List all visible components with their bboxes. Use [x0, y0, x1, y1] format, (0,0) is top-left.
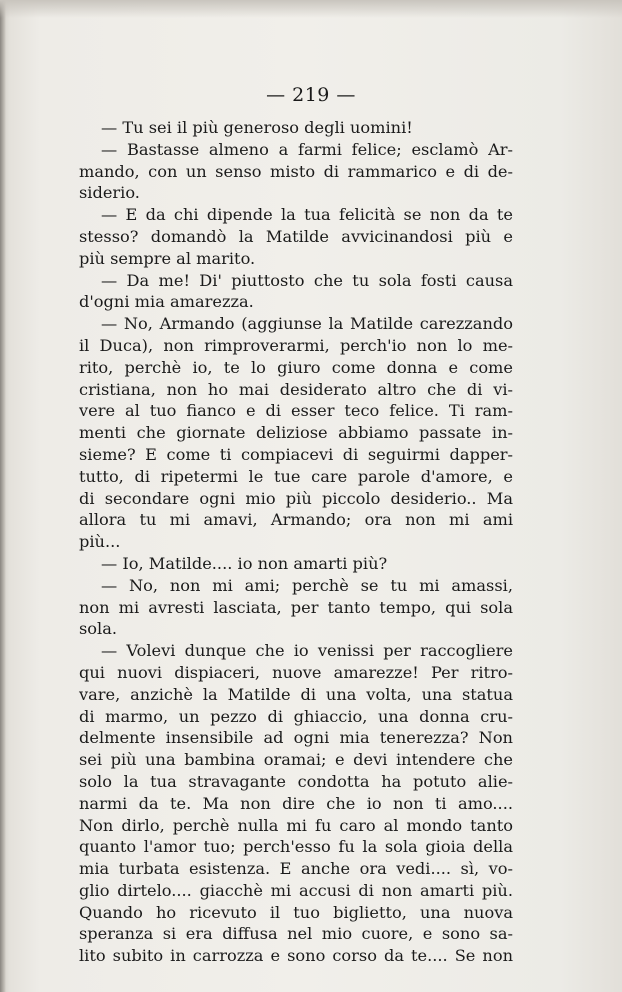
text-line: — Tu sei il più generoso degli uomini! — [101, 118, 413, 137]
text-line: delmente insensibile ad ogni mia tenerezza? Non — [79, 728, 513, 748]
text-line: non mi avresti lasciata, per tanto tempo, qui sola — [79, 597, 513, 617]
page-number: — 219 — — [266, 84, 356, 106]
text-line: lito subito in carrozza e sono corso da te.... Se non — [79, 946, 513, 966]
text-line: di marmo, un pezzo di ghiaccio, una donna cru- — [79, 706, 513, 726]
text-line: sei più una bambina oramai; e devi intendere che — [79, 750, 513, 770]
text-line: glio dirtelo.... giacchè mi accusi di non amarti più. — [79, 880, 513, 900]
body-text — [79, 117, 513, 967]
text-line: vare, anzichè la Matilde di una volta, una statua — [79, 684, 513, 704]
text-line: mando, con un senso misto di rammarico e di de- — [79, 161, 513, 181]
text-line: Quando ho ricevuto il tuo biglietto, una nuova — [79, 902, 513, 922]
text-line: mia turbata esistenza. E anche ora vedi.... sì, vo- — [79, 859, 513, 879]
text-line: — Bastasse almeno a farmi felice; esclamò Ar- — [101, 139, 513, 159]
text-line: — No, non mi ami; perchè se tu mi amassi, — [101, 575, 513, 595]
text-line: — Da me! Di' piuttosto che tu sola fosti causa — [101, 270, 513, 290]
text-line: più... — [79, 532, 121, 552]
text-line: più sempre al marito. — [79, 248, 256, 268]
text-line: allora tu mi amavi, Armando; ora non mi ami — [79, 510, 513, 530]
text-line: cristiana, non ho mai desiderato altro che di vi- — [79, 379, 513, 399]
text-line: speranza si era diffusa nel mio cuore, e sono sa- — [79, 924, 513, 944]
text-line: siderio. — [79, 183, 140, 203]
text-line: Non dirlo, perchè nulla mi fu caro al mondo tanto — [79, 815, 513, 835]
text-line: il Duca), non rimproverarmi, perch'io non lo me- — [79, 335, 513, 355]
text-line: — Volevi dunque che io venissi per raccogliere — [101, 641, 513, 661]
text-line: d'ogni mia amarezza. — [79, 292, 254, 312]
text-line: — No, Armando (aggiunse la Matilde carezzando — [101, 314, 513, 334]
text-line: narmi da te. Ma non dire che io non ti amo.... — [79, 793, 513, 813]
text-line: solo la tua stravagante condotta ha potuto alie- — [79, 771, 513, 791]
text-line: — Io, Matilde.... io non amarti più? — [101, 553, 388, 573]
text-line: rito, perchè io, te lo giuro come donna e come — [79, 357, 513, 377]
text-line: menti che giornate deliziose abbiamo passate in- — [79, 423, 513, 443]
text-line: stesso? domandò la Matilde avvicinandosi più e — [79, 226, 513, 246]
text-line: tutto, di ripetermi le tue care parole d'amore, e — [79, 466, 513, 486]
text-line: sieme? E come ti compiacevi di seguirmi dapper- — [79, 444, 513, 464]
text-line: vere al tuo fianco e di esser teco felice. Ti ram- — [79, 401, 513, 421]
text-line: di secondare ogni mio più piccolo desiderio.. Ma — [79, 488, 513, 508]
text-line: qui nuovi dispiaceri, nuove amarezze! Per ritro- — [79, 662, 513, 682]
text-line: — E da chi dipende la tua felicità se non da te — [101, 205, 513, 225]
text-line: quanto l'amor tuo; perch'esso fu la sola gioia della — [79, 837, 513, 857]
text-line: sola. — [79, 619, 118, 639]
